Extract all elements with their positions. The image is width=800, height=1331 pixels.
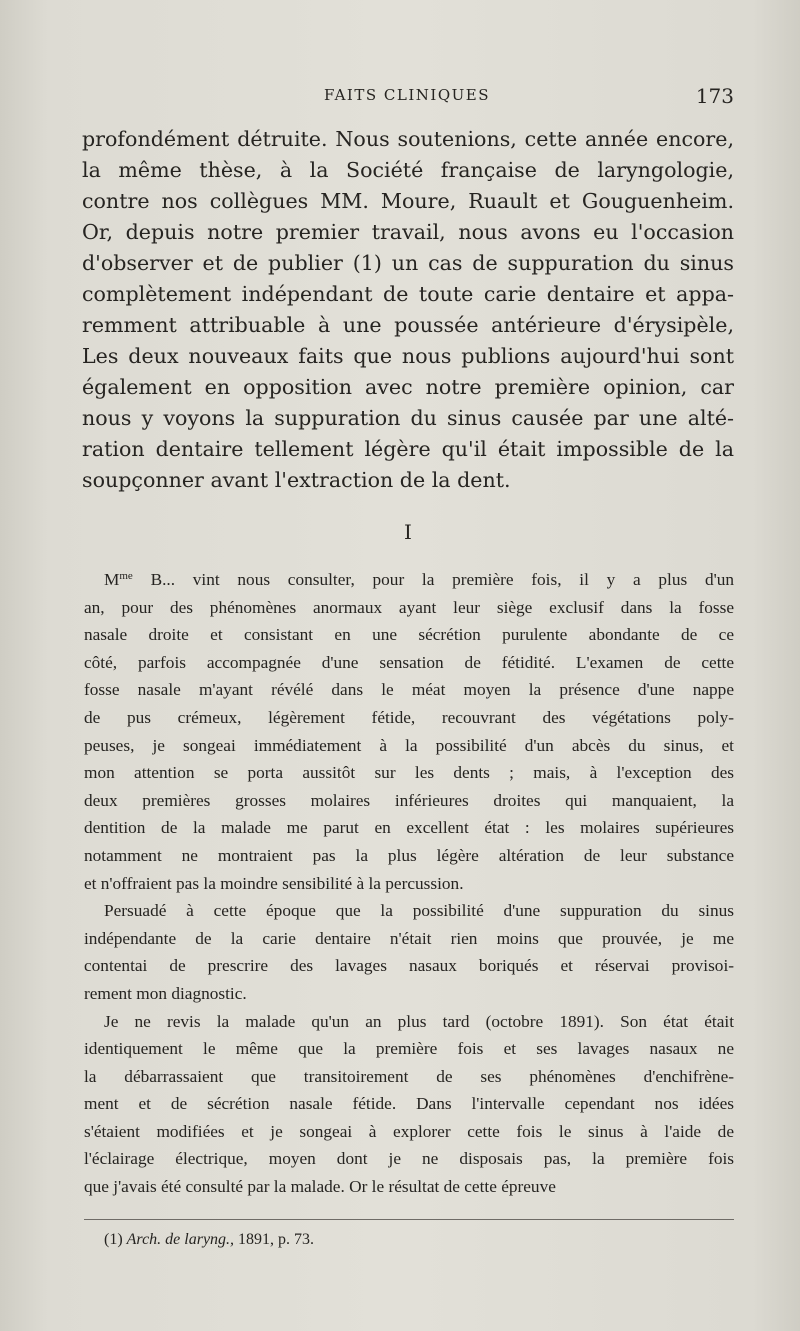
text-line: notamment ne montraient pas la plus légère altération de leur substance [84,845,734,865]
case-report-text [84,563,734,1201]
footnote-journal: Arch. de laryng., [126,1231,235,1248]
text-line: profondément détruite. Nous soutenions, cette année encore, [82,127,734,151]
footnote-marker: (1) [104,1231,123,1248]
text-line: dentition de la malade me parut en excellent état : les molaires supérieures [84,818,734,838]
text-line: ment et de sécrétion nasale fétide. Dans l'intervalle cependant nos idées [84,1094,734,1114]
section-heading: I [404,520,412,544]
text-line: s'étaient modifiées et je songeai à explorer cette fois le sinus à l'aide de [84,1121,734,1141]
text-line: fosse nasale m'ayant révélé dans le méat moyen la présence d'une nappe [84,680,734,700]
text-line: Je ne revis la malade qu'un an plus tard (octobre 1891). Son état était [104,1011,734,1031]
footnote-details: 1891, p. 73. [234,1231,315,1248]
superscript: me [119,570,133,582]
text-line: indépendante de la carie dentaire n'était rien moins que prouvée, je me [84,928,734,948]
text-fragment: B... vint nous consulter, pour la première fois, il y a plus d'un [132,570,734,589]
text-line: Les deux nouveaux faits que nous publions aujourd'hui sont [82,344,734,368]
text-line: d'observer et de publier (1) un cas de suppuration du sinus [82,251,734,275]
text-line: de pus crémeux, légèrement fétide, recouvrant des végétations poly- [84,707,734,727]
text-line: également en opposition avec notre première opinion, car [82,375,734,399]
text-line: contentai de prescrire des lavages nasaux boriqués et réservai provisoi- [84,956,734,976]
running-title: FAITS CLINIQUES [324,86,490,104]
lead-paragraph [82,124,734,496]
text-line [84,563,734,594]
footnote-divider [84,1219,734,1220]
text-line: identiquement le même que la première fois et ses lavages nasaux ne [84,1039,734,1059]
text-line: nous y voyons la suppuration du sinus causée par une alté- [82,406,734,430]
text-line: Or, depuis notre premier travail, nous avons eu l'occasion [82,220,734,244]
text-line: complètement indépendant de toute carie dentaire et appa- [82,282,734,306]
text-line: l'éclairage électrique, moyen dont je ne disposais pas, la première fois [84,1149,734,1169]
text-line: nasale droite et consistant en une sécrétion purulente abondante de ce [84,625,734,645]
text-fragment: M [104,570,120,589]
footnote [104,1229,734,1251]
text-line: Persuadé à cette époque que la possibilité d'une suppuration du sinus [104,901,734,921]
text-line: soupçonner avant l'extraction de la dent. [82,468,511,492]
text-line: peuses, je songeai immédiatement à la possibilité d'un abcès du sinus, et [84,735,734,755]
text-line: et n'offraient pas la moindre sensibilité à la percussion. [84,873,464,893]
text-line: que j'avais été consulté par la malade. Or le résultat de cette épreuve [84,1177,556,1197]
text-line: contre nos collègues MM. Moure, Ruault et Gouguenheim. [82,189,734,213]
text-line: la même thèse, à la Société française de laryngologie, [82,158,734,182]
text-line: remment attribuable à une poussée antérieure d'érysipèle, [82,313,734,337]
text-line: deux premières grosses molaires inférieures droites qui manquaient, la [84,790,734,810]
page-number: 173 [695,84,734,108]
text-line: mon attention se porta aussitôt sur les dents ; mais, à l'exception des [84,763,734,783]
text-line: rement mon diagnostic. [84,983,247,1003]
text-line: côté, parfois accompagnée d'une sensation de fétidité. L'examen de cette [84,652,734,672]
text-line: ration dentaire tellement légère qu'il était impossible de la [82,437,734,461]
text-line: an, pour des phénomènes anormaux ayant leur siège exclusif dans la fosse [84,597,734,617]
text-line: la débarrassaient que transitoirement de ses phénomènes d'enchifrène- [84,1066,734,1086]
running-header [80,86,734,110]
